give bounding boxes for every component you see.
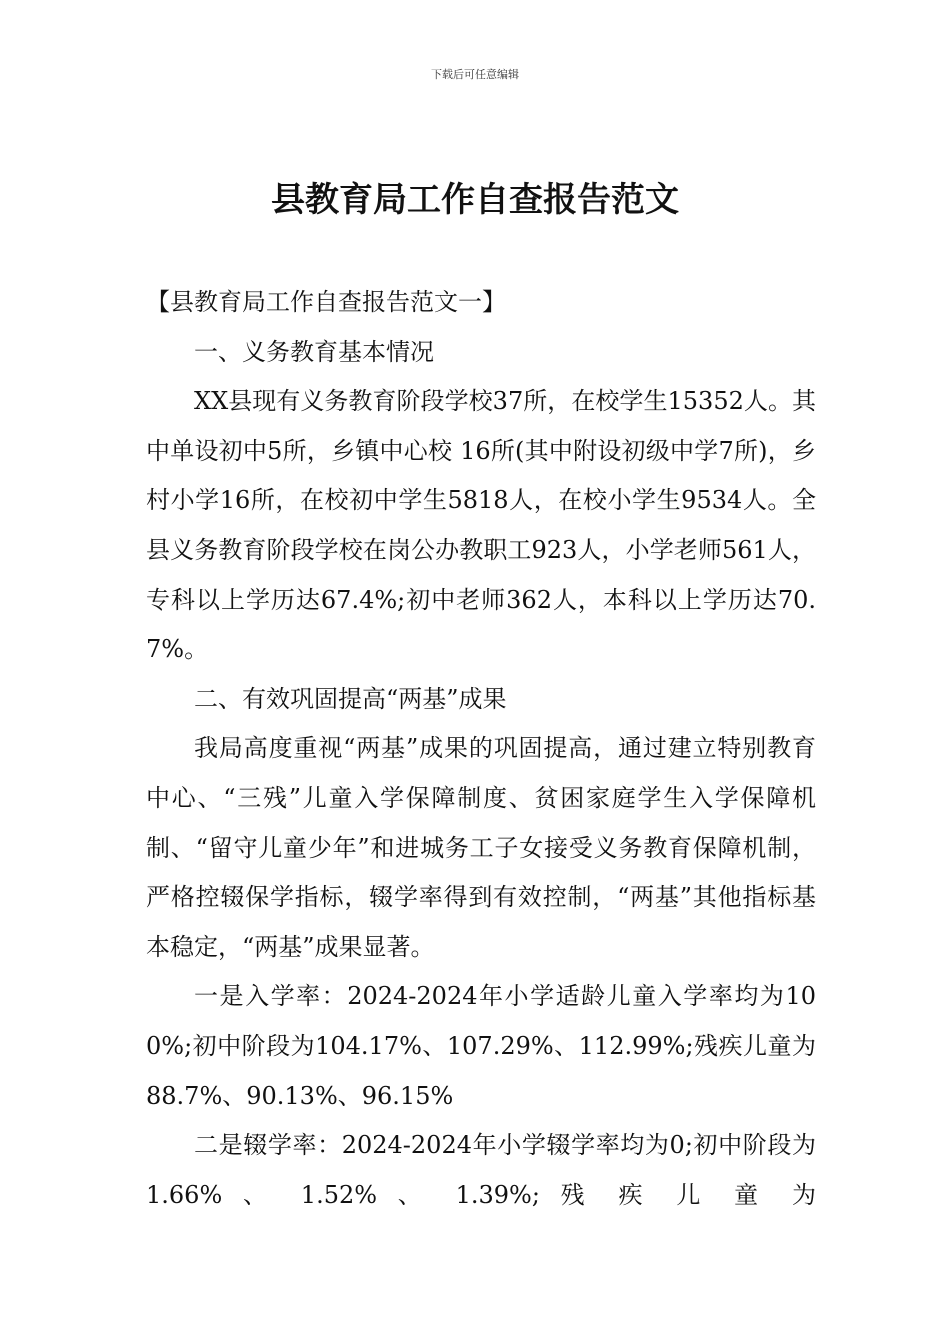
document-title: 县教育局工作自查报告范文 (271, 180, 679, 220)
paragraph-basic-situation: XX县现有义务教育阶段学校37所，在校学生15352人。其中单设初中5所，乡镇中心校 16所(其中附设初级中学7所)，乡村小学16所，在校初中学生5818人，在校小学生9534人。全县义务教育阶段学校在岗公办教职工923人，小学老师561人，专科以上学历达67.4%;初中老师362人，本科以上学历达70.7%。 (146, 387, 816, 664)
paragraph-enrollment-rate: 一是入学率：2024-2024年小学适龄儿童入学率均为100%;初中阶段为104.17%、107.29%、112.99%;残疾儿童为88.7%、90.13%、96.15% (146, 982, 816, 1110)
heading-basic-situation: 一、义务教育基本情况 (194, 337, 434, 366)
heading-consolidate-results: 二、有效巩固提高“两基”成果 (194, 684, 507, 713)
section-label: 【县教育局工作自查报告范文一】 (146, 288, 506, 316)
paragraph-consolidate-results: 我局高度重视“两基”成果的巩固提高，通过建立特别教育中心、“三残”儿童入学保障制度、贫困家庭学生入学保障机制、“留守儿童少年”和进城务工子女接受义务教育保障机制，严格控辍保学指标，辍学率得到有效控制，“两基”其他指标基本稳定，“两基”成果显著。 (146, 734, 816, 961)
header-note: 下载后可任意编辑 (431, 68, 519, 81)
paragraph-dropout-rate: 二是辍学率：2024-2024年小学辍学率均为0;初中阶段为 1.66% 、 1.52% 、 1.39%; 残 疾 儿 童 为 (146, 1131, 816, 1209)
document-body (146, 278, 816, 1220)
